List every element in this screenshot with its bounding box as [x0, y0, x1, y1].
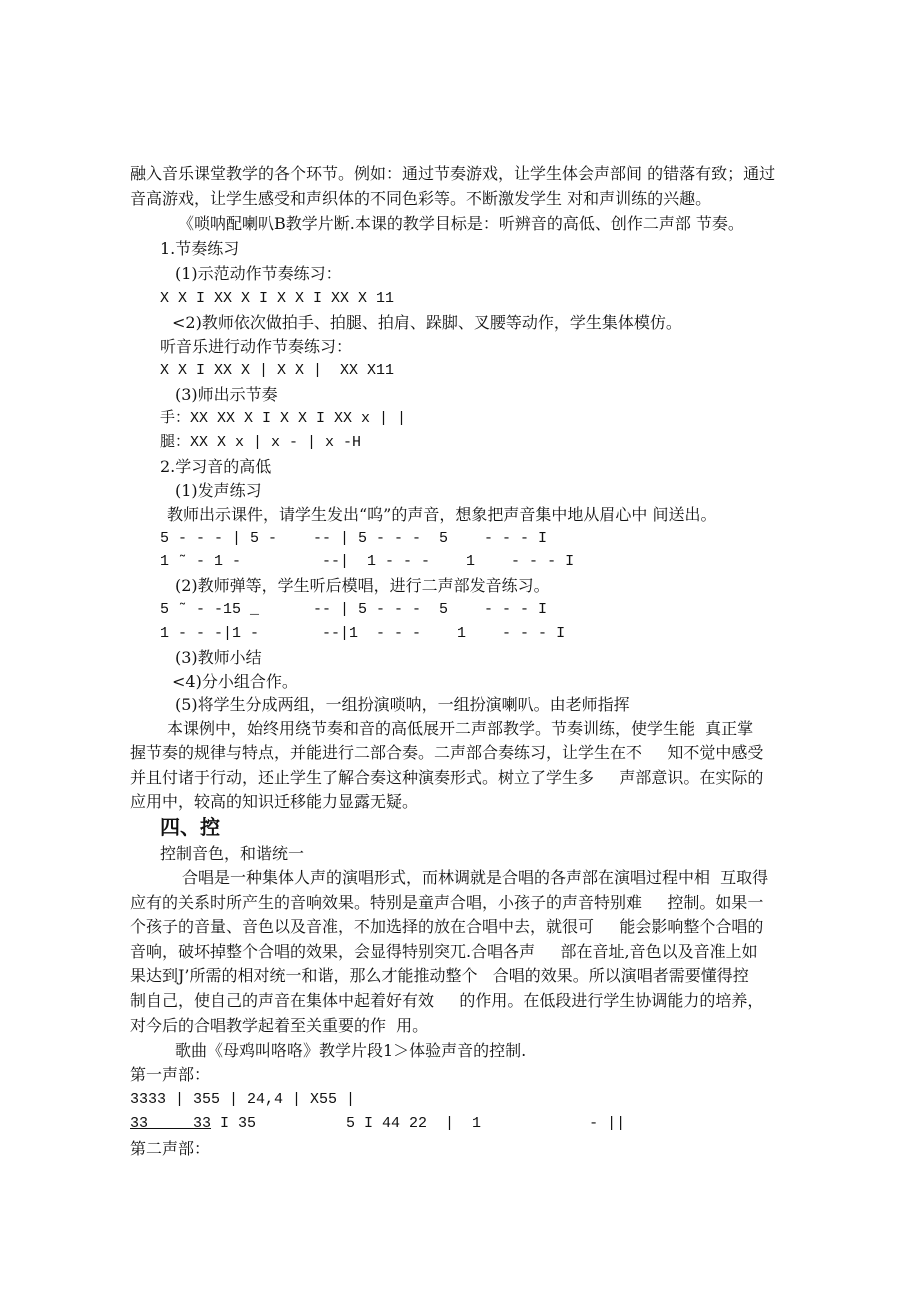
- notation-line: 5 ˜ - -15 _ -- | 5 - - - 5 - - - I: [160, 601, 548, 618]
- text-line: (1)示范动作节奏练习：: [175, 264, 342, 283]
- rhythm-line: X X I XX X I X X I XX X 11: [160, 290, 395, 307]
- text-line: 本课例中，始终用绕节奏和音的高低展开二声部教学。节奏训练，使学生能 真正掌: [167, 719, 754, 738]
- notation-line: 1 ˜ - 1 - --| 1 - - - 1 - - - I: [160, 553, 575, 570]
- rhythm-line: X X I XX X | X X | XX X11: [160, 362, 395, 379]
- notation-line: [130, 1112, 625, 1136]
- part-label: 第二声部：: [130, 1139, 211, 1158]
- subheading: 控制音色，和谐统一: [160, 844, 305, 863]
- text-line: 音高游戏，让学生感受和声织体的不同色彩等。不断激发学生 对和声训练的兴趣。: [130, 189, 712, 208]
- section-heading: 1.节奏练习: [160, 239, 240, 258]
- text-line: 果达到J’所需的相对统一和谐，那么才能推动整个 合唱的效果。所以演唱者需要懂得控: [130, 966, 749, 985]
- text-line: (2)教师弹等，学生听后模唱，进行二声部发音练习。: [175, 576, 550, 595]
- text-line: 个孩子的音量、音色以及音准，不加选择的放在合唱中去，就很可 能会影响整个合唱的: [130, 917, 764, 936]
- text-line: (5)将学生分成两组，一组扮演唢呐，一组扮演喇叭。由老师指挥: [175, 695, 630, 714]
- rhythm-line: 腿：XX X x | x - | x -H: [160, 434, 362, 451]
- text-line: <4)分小组合作。: [172, 672, 298, 691]
- text-line: 融入音乐课堂教学的各个环节。例如：通过节奏游戏，让学生体会声部间 的错落有致；通过: [130, 164, 776, 183]
- text-line: (3)师出示节奏: [175, 385, 278, 404]
- notation-line: 1 - - -|1 - --|1 - - - 1 - - - I: [160, 625, 566, 642]
- text-line: 教师出示课件，请学生发出“呜”的声音，想象把声音集中地从眉心中 间送出。: [167, 505, 717, 524]
- text-line: 《唢呐配喇叭B教学片断.本课的教学目标是：听辨音的高低、创作二声部 节奏。: [178, 214, 744, 233]
- text-line: 握节奏的规律与特点，并能进行二部合奏。二声部合奏练习，让学生在不 知不觉中感受: [130, 743, 764, 762]
- text-line: 听音乐进行动作节奏练习：: [160, 337, 353, 356]
- text-line: 应用中，较高的知识迁移能力显露无疑。: [130, 792, 419, 811]
- text-line: <2)教师依次做拍手、拍腿、拍肩、跺脚、叉腰等动作，学生集体模仿。: [172, 313, 682, 332]
- rhythm-line: 手：XX XX X I X X I XX x | |: [160, 410, 407, 427]
- text-line: 制自己，使自己的声音在集体中起着好有效 的作用。在低段进行学生协调能力的培养，: [130, 991, 764, 1010]
- text-line: 歌曲《母鸡叫咯咯》教学片段1＞体验声音的控制.: [175, 1041, 527, 1060]
- text-line: 应有的关系时所产生的音响效果。特别是童声合唱，小孩子的声音特别难 控制。如果一: [130, 893, 764, 912]
- text-line: 合唱是一种集体人声的演唱形式，而林调就是合唱的各声部在演唱过程中相 互取得: [182, 868, 769, 887]
- text-line: (3)教师小结: [175, 648, 262, 667]
- chapter-heading: 四、控: [160, 815, 220, 839]
- text-line: 音响，破坏掉整个合唱的效果，会显得特别突兀.合唱各声 部在音址,音色以及音准上如: [130, 942, 758, 961]
- notation-line: 5 - - - | 5 - -- | 5 - - - 5 - - - I: [160, 530, 548, 547]
- part-label: 第一声部：: [130, 1065, 211, 1084]
- section-heading: 2.学习音的高低: [160, 457, 272, 476]
- text-line: (1)发声练习: [175, 481, 262, 500]
- notation-line: 3333 | 355 | 24,4 | X55 |: [130, 1091, 356, 1108]
- notation-rest: I 35 5 I 44 22 | 1 - ||: [211, 1115, 626, 1132]
- text-line: 并且付诸于行动，还止学生了解合奏这种演奏形式。树立了学生多 声部意识。在实际的: [130, 768, 764, 787]
- text-line: 对今后的合唱教学起着至关重要的作 用。: [130, 1016, 429, 1035]
- underlined-notes: 33 33: [130, 1115, 212, 1132]
